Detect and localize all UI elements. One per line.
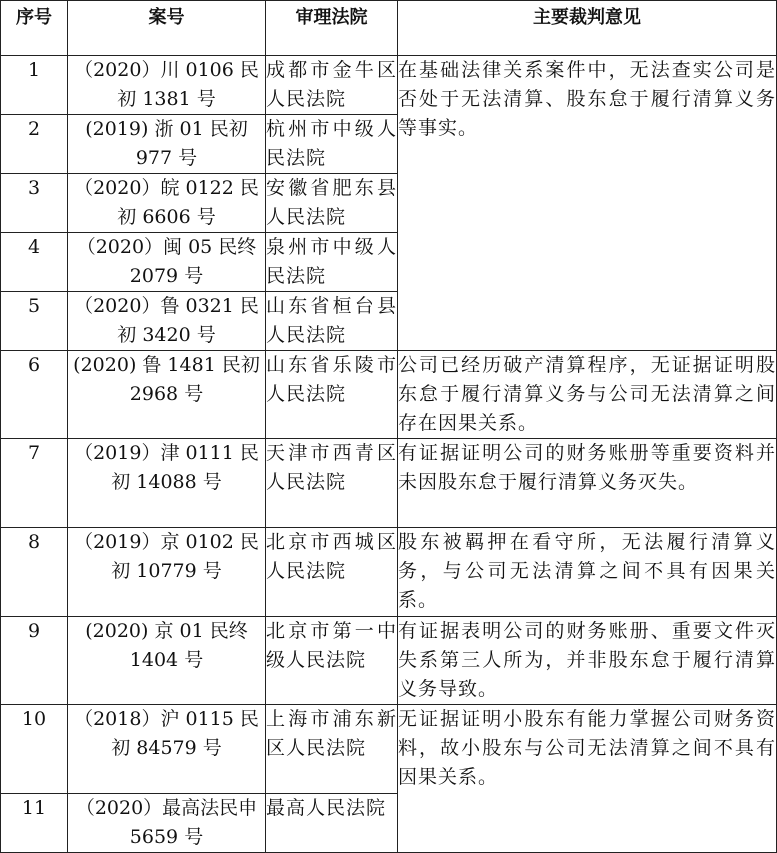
opinion-cell: [398, 617, 777, 705]
row-no: 5: [1, 292, 68, 351]
table-row: [1, 439, 777, 528]
row-no: 6: [1, 351, 68, 439]
court-name: 天津市西青区人民法院: [266, 439, 398, 528]
row-no: 7: [1, 439, 68, 528]
court-name: 杭州市中级人民法院: [266, 115, 398, 174]
table-row: [1, 528, 777, 617]
row-no: 11: [1, 794, 68, 853]
header-opinion: 主要裁判意见: [398, 1, 777, 56]
opinion-text: 有证据表明公司的财务账册、重要文件灭失系第三人所为，并非股东怠于履行清算义务导致。: [398, 620, 776, 700]
row-no: 10: [1, 705, 68, 794]
case-number: （2020）川 0106 民初 1381 号: [68, 56, 266, 115]
court-name: 山东省桓台县人民法院: [266, 292, 398, 351]
court-name: 安徽省肥东县人民法院: [266, 174, 398, 233]
court-name: 北京市西城区人民法院: [266, 528, 398, 617]
row-no: 1: [1, 56, 68, 115]
opinion-text: 公司已经历破产清算程序，无证据证明股东怠于履行清算义务与公司无法清算之间存在因果关系。: [398, 354, 776, 434]
case-number: (2020) 京 01 民终 1404 号: [68, 617, 266, 705]
row-no: 9: [1, 617, 68, 705]
table-row: [1, 617, 777, 705]
court-name: 最高人民法院: [266, 794, 398, 853]
opinion-text: 有证据证明公司的财务账册等重要资料并未因股东怠于履行清算义务灭失。: [398, 442, 776, 493]
court-name: 成都市金牛区人民法院: [266, 56, 398, 115]
case-number: （2019）京 0102 民初 10779 号: [68, 528, 266, 617]
opinion-cell: [398, 439, 777, 528]
header-court: 审理法院: [266, 1, 398, 56]
table-row: [1, 705, 777, 794]
case-number: （2020）闽 05 民终 2079 号: [68, 233, 266, 292]
opinion-text: 股东被羁押在看守所，无法履行清算义务，与公司无法清算之间不具有因果关系。: [398, 531, 776, 611]
case-number: （2020）皖 0122 民初 6606 号: [68, 174, 266, 233]
table-header-row: [1, 1, 777, 56]
opinion-cell: [398, 528, 777, 617]
row-no: 4: [1, 233, 68, 292]
opinion-cell: [398, 705, 777, 853]
court-name: 上海市浦东新区人民法院: [266, 705, 398, 794]
court-name: 山东省乐陵市人民法院: [266, 351, 398, 439]
row-no: 2: [1, 115, 68, 174]
case-number: （2019）津 0111 民初 14088 号: [68, 439, 266, 528]
case-number: (2020) 鲁 1481 民初 2968 号: [68, 351, 266, 439]
opinion-cell: [398, 56, 777, 351]
row-no: 3: [1, 174, 68, 233]
header-no: 序号: [1, 1, 68, 56]
case-number: （2020）最高法民申 5659 号: [68, 794, 266, 853]
table-row: [1, 351, 777, 439]
opinion-cell: [398, 351, 777, 439]
case-number: （2018）沪 0115 民初 84579 号: [68, 705, 266, 794]
court-name: 北京市第一中级人民法院: [266, 617, 398, 705]
header-case: 案号: [68, 1, 266, 56]
opinion-text: 在基础法律关系案件中，无法查实公司是否处于无法清算、股东怠于履行清算义务等事实。: [398, 59, 776, 139]
court-name: 泉州市中级人民法院: [266, 233, 398, 292]
table-row: [1, 56, 777, 115]
case-number: （2020）鲁 0321 民初 3420 号: [68, 292, 266, 351]
case-number: (2019) 浙 01 民初 977 号: [68, 115, 266, 174]
row-no: 8: [1, 528, 68, 617]
opinion-text: 无证据证明小股东有能力掌握公司财务资料，故小股东与公司无法清算之间不具有因果关系。: [398, 708, 776, 788]
